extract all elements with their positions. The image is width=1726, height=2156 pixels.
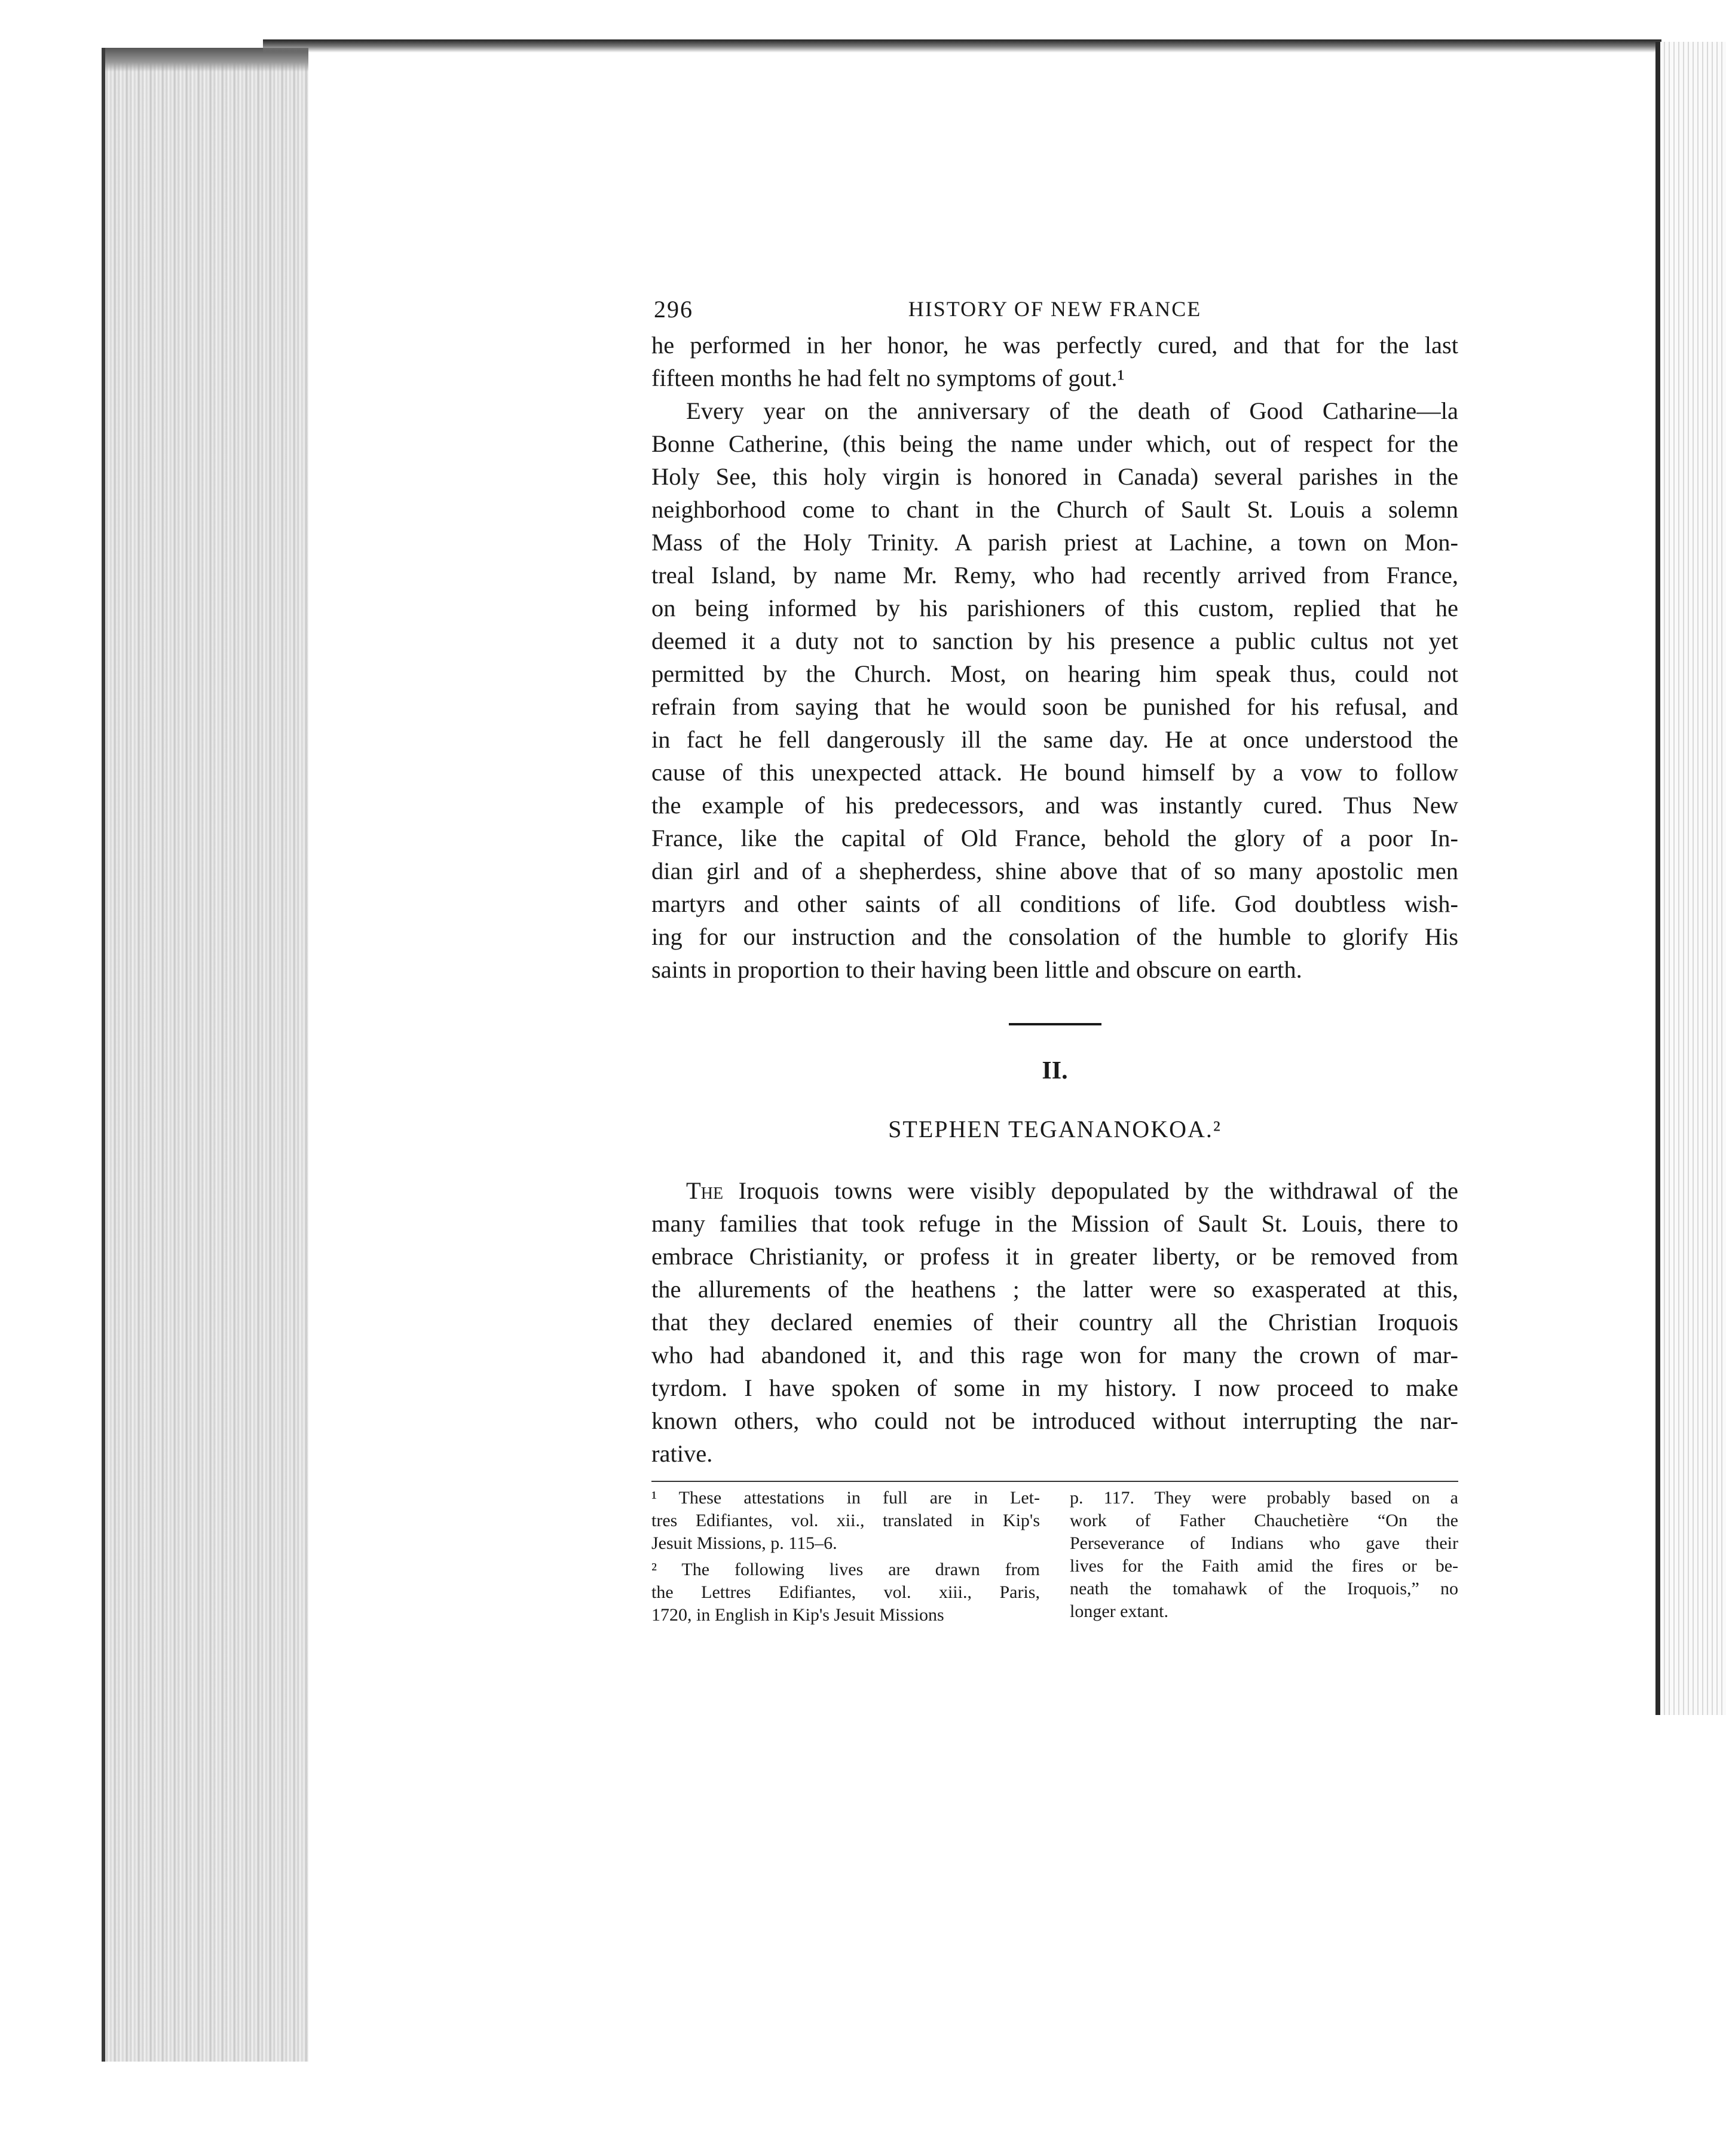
footnote-line: p. 117. They were probably based on a bbox=[1070, 1488, 1458, 1508]
page-header bbox=[651, 293, 1458, 329]
footnote-line: longer extant. bbox=[1070, 1601, 1168, 1621]
text-line: ing for our instruction and the consolation of the humble to glorify His bbox=[651, 923, 1458, 950]
text-line: Every year on the anniversary of the death of Good Catharine—la bbox=[686, 397, 1458, 424]
footnote-line: neath the tomahawk of the Iroquois,” no bbox=[1070, 1579, 1458, 1598]
text-line: Holy See, this holy virgin is honored in Canada) several parishes in the bbox=[651, 463, 1458, 490]
text-line: cause of this unexpected attack. He bound himself by a vow to follow bbox=[651, 759, 1458, 786]
footnote-line: ¹ These attestations in full are in Let- bbox=[651, 1488, 1040, 1508]
text-line: he performed in her honor, he was perfectly cured, and that for the last bbox=[651, 332, 1458, 359]
section-title: STEPHEN TEGANANOKOA.² bbox=[888, 1116, 1222, 1143]
text-line: deemed it a duty not to sanction by his presence a public cultus not yet bbox=[651, 627, 1458, 654]
footnote-line: ² The following lives are drawn from bbox=[651, 1560, 1040, 1579]
text-line: France, like the capital of Old France, behold the glory of a poor In- bbox=[651, 825, 1458, 852]
text-line: martyrs and other saints of all conditions of life. God doubtless wish- bbox=[651, 890, 1458, 917]
paragraph-2 bbox=[651, 394, 1458, 986]
page-number: 296 bbox=[654, 296, 693, 323]
footnote-line: Jesuit Missions, p. 115–6. bbox=[651, 1533, 837, 1553]
text-line: that they declared enemies of their country all the Christian Iroquois bbox=[651, 1309, 1458, 1336]
text-line: Mass of the Holy Trinity. A parish priest at Lachine, a town on Mon- bbox=[651, 529, 1458, 556]
footnote-line: the Lettres Edifiantes, vol. xiii., Paris, bbox=[651, 1582, 1040, 1602]
text-line: saints in proportion to their having been little and obscure on earth. bbox=[651, 956, 1302, 983]
text-line: rative. bbox=[651, 1440, 713, 1467]
text-line: embrace Christianity, or profess it in greater liberty, or be removed from bbox=[651, 1243, 1458, 1270]
footnote-column-left bbox=[651, 1487, 1040, 1627]
footnote-line: tres Edifiantes, vol. xii., translated in Kip's bbox=[651, 1511, 1040, 1530]
footnote-line: Perseverance of Indians who gave their bbox=[1070, 1533, 1458, 1553]
footnote-column-right bbox=[1070, 1487, 1458, 1627]
footnote-line: 1720, in English in Kip's Jesuit Missions bbox=[651, 1605, 944, 1625]
text-line: many families that took refuge in the Mission of Sault St. Louis, there to bbox=[651, 1210, 1458, 1237]
text-line: tyrdom. I have spoken of some in my history. I now proceed to make bbox=[651, 1374, 1458, 1401]
footnote-line: lives for the Faith amid the fires or be- bbox=[1070, 1556, 1458, 1576]
book-page bbox=[651, 293, 1458, 1627]
text-line-rest: Iroquois towns were visibly depopulated by the withdrawal of the bbox=[723, 1177, 1458, 1204]
paragraph-3 bbox=[651, 1174, 1458, 1470]
text-line: in fact he fell dangerously ill the same day. He at once understood the bbox=[651, 726, 1458, 753]
footnote-line: work of Father Chauchetière “On the bbox=[1070, 1511, 1458, 1530]
text-line: permitted by the Church. Most, on hearing him speak thus, could not bbox=[651, 660, 1458, 687]
text-line: the example of his predecessors, and was instantly cured. Thus New bbox=[651, 792, 1458, 819]
text-line: who had abandoned it, and this rage won for many the crown of mar- bbox=[651, 1342, 1458, 1368]
running-head: HISTORY OF NEW FRANCE bbox=[908, 297, 1202, 321]
section-divider bbox=[1009, 1023, 1101, 1025]
page-top-shadow bbox=[263, 39, 1661, 53]
footnotes bbox=[651, 1487, 1458, 1627]
lead-word: The bbox=[686, 1177, 724, 1204]
text-line: the allurements of the heathens ; the latter were so exasperated at this, bbox=[651, 1276, 1458, 1303]
text-line: fifteen months he had felt no symptoms of gout.¹ bbox=[651, 365, 1125, 391]
text-line: known others, who could not be introduced without interrupting the nar- bbox=[651, 1407, 1458, 1434]
book-page-edges bbox=[102, 48, 308, 2062]
text-line: dian girl and of a shepherdess, shine above that of so many apostolic men bbox=[651, 858, 1458, 884]
text-line: treal Island, by name Mr. Remy, who had recently arrived from France, bbox=[651, 562, 1458, 589]
paragraph-1 bbox=[651, 329, 1458, 394]
facing-page-edge bbox=[1655, 42, 1726, 1715]
text-line: on being informed by his parishioners of this custom, replied that he bbox=[651, 595, 1458, 621]
text-line: neighborhood come to chant in the Church of Sault St. Louis a solemn bbox=[651, 496, 1458, 523]
text-line: refrain from saying that he would soon be punished for his refusal, and bbox=[651, 693, 1458, 720]
text-line: Bonne Catherine, (this being the name under which, out of respect for the bbox=[651, 430, 1458, 457]
text-line bbox=[651, 1174, 1458, 1207]
footnote-rule bbox=[651, 1481, 1458, 1482]
section-number: II. bbox=[1042, 1057, 1068, 1085]
